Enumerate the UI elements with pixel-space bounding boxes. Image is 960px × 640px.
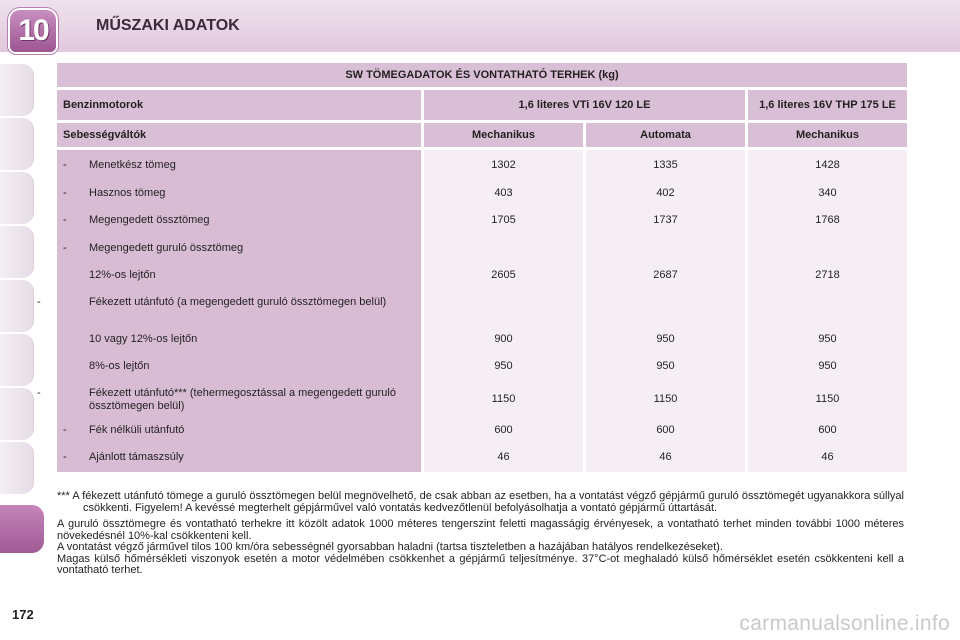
value-cell: 402	[656, 186, 675, 199]
table-row: - Fékezett utánfutó (a megengedett guruló össztömegen belül)	[37, 295, 387, 308]
note-paragraph: A guruló össztömegre és vontatható terhekre itt közölt adatok 1000 méteres tengerszint feletti magasságig érvényesek, a vontatható terhet minden további 1000 méteres növekedésnél 10%-kal csökkenteni kell.	[57, 518, 904, 542]
value-cell: 900	[494, 332, 513, 345]
value-cell: 1335	[653, 159, 678, 171]
value-cell	[754, 235, 901, 263]
value-cell: 950	[818, 332, 837, 345]
value-cell: 1705	[491, 214, 516, 226]
value-cell: 2605	[491, 269, 516, 281]
gearbox-label: Sebességváltók	[57, 123, 421, 147]
engine-2: 1,6 literes 16V THP 175 LE	[748, 90, 907, 120]
value-cell: 1150	[653, 392, 678, 405]
value-cell: 1302	[491, 159, 516, 171]
table-row: 10 vagy 12%-os lejtőn	[89, 332, 198, 345]
value-cell	[592, 290, 739, 326]
value-cell: 950	[818, 360, 837, 372]
value-cell	[430, 290, 577, 326]
value-cell: 950	[656, 360, 675, 372]
value-cell: 46	[821, 451, 834, 463]
value-cell: 600	[494, 423, 513, 436]
engine-1: 1,6 literes VTi 16V 120 LE	[424, 90, 745, 120]
value-cell	[592, 235, 739, 263]
value-cell: 1150	[491, 392, 516, 405]
value-cell: 2718	[815, 269, 840, 281]
notes-section	[57, 491, 904, 577]
watermark: carmanualsonline.info	[739, 612, 950, 635]
page-title: MŰSZAKI ADATOK	[96, 17, 240, 34]
values-col-3	[748, 150, 907, 472]
table-row: - Fékezett utánfutó*** (tehermegosztással a megengedett guruló össztömegen belül)	[37, 386, 396, 412]
table-row: - Megengedett guruló össztömeg	[63, 241, 244, 254]
value-cell: 1768	[815, 214, 840, 226]
table-row: 12%-os lejtőn	[89, 269, 156, 281]
value-cell: 600	[656, 423, 675, 436]
table-title: SW TÖMEGADATOK ÉS VONTATHATÓ TERHEK (kg)	[57, 63, 907, 87]
value-cell: 600	[818, 423, 837, 436]
side-tab[interactable]	[0, 226, 34, 278]
gearbox-2: Automata	[586, 123, 745, 147]
value-cell	[754, 290, 901, 326]
table-row: - Ajánlott támaszsúly	[63, 451, 184, 463]
table-row: - Megengedett össztömeg	[63, 214, 210, 226]
value-cell: 2687	[653, 269, 678, 281]
side-tab[interactable]	[0, 172, 34, 224]
footnote: *** A fékezett utánfutó tömege a guruló össztömegen belül megnövelhető, de csak abban az esetben, ha a vontatást végző gépjármű guruló össztömegét ugyanakkora súllyal csökkenti. Figyelem! A kevéssé megterhelt gépjárművel való vontatás kedvezőtlenül befolyásolhatja a vontató gépjármű úttartását.	[57, 490, 904, 514]
value-cell: 950	[656, 332, 675, 345]
value-cell: 1150	[815, 392, 840, 405]
value-cell: 403	[494, 186, 513, 199]
value-cell: 1737	[653, 214, 678, 226]
side-tab[interactable]	[0, 442, 34, 494]
gearbox-1: Mechanikus	[424, 123, 583, 147]
table-row: - Hasznos tömeg	[63, 186, 166, 199]
chapter-badge	[10, 10, 56, 52]
value-cell: 1428	[815, 159, 840, 171]
engine-label: Benzinmotorok	[57, 90, 421, 120]
table-row: 8%-os lejtőn	[89, 360, 150, 372]
value-cell: 340	[818, 186, 837, 199]
side-tab[interactable]	[0, 280, 34, 332]
side-chapter-tabs	[0, 64, 34, 496]
note-paragraph: Magas külső hőmérsékleti viszonyok esetén a motor védelmében csökkenhet a gépjármű teljesítménye. 37°C-ot meghaladó külső hőmérséklet esetén csökkenteni kell a vontatható terhet.	[57, 552, 904, 576]
values-col-2	[586, 150, 745, 472]
side-tab[interactable]	[0, 334, 34, 386]
row-labels	[37, 150, 421, 472]
values-col-1	[424, 150, 583, 472]
value-cell: 46	[659, 451, 672, 463]
table-row: - Fék nélküli utánfutó	[63, 423, 185, 436]
weights-table	[37, 60, 910, 475]
side-tab[interactable]	[0, 64, 34, 116]
note-paragraph: A vontatást végző járművel tilos 100 km/óra sebességnél gyorsabban haladni (tartsa tiszteletben a hazájában hatályos rendelkezéseket).	[57, 541, 723, 553]
side-tab[interactable]	[0, 388, 34, 440]
side-tab-active[interactable]	[0, 505, 44, 553]
chapter-number: 10	[18, 14, 48, 47]
value-cell: 950	[494, 360, 513, 372]
value-cell	[430, 235, 577, 263]
gearbox-3: Mechanikus	[748, 123, 907, 147]
table-row: - Menetkész tömeg	[63, 159, 176, 171]
value-cell: 46	[497, 451, 510, 463]
page-number: 172	[12, 607, 34, 622]
side-tab[interactable]	[0, 118, 34, 170]
